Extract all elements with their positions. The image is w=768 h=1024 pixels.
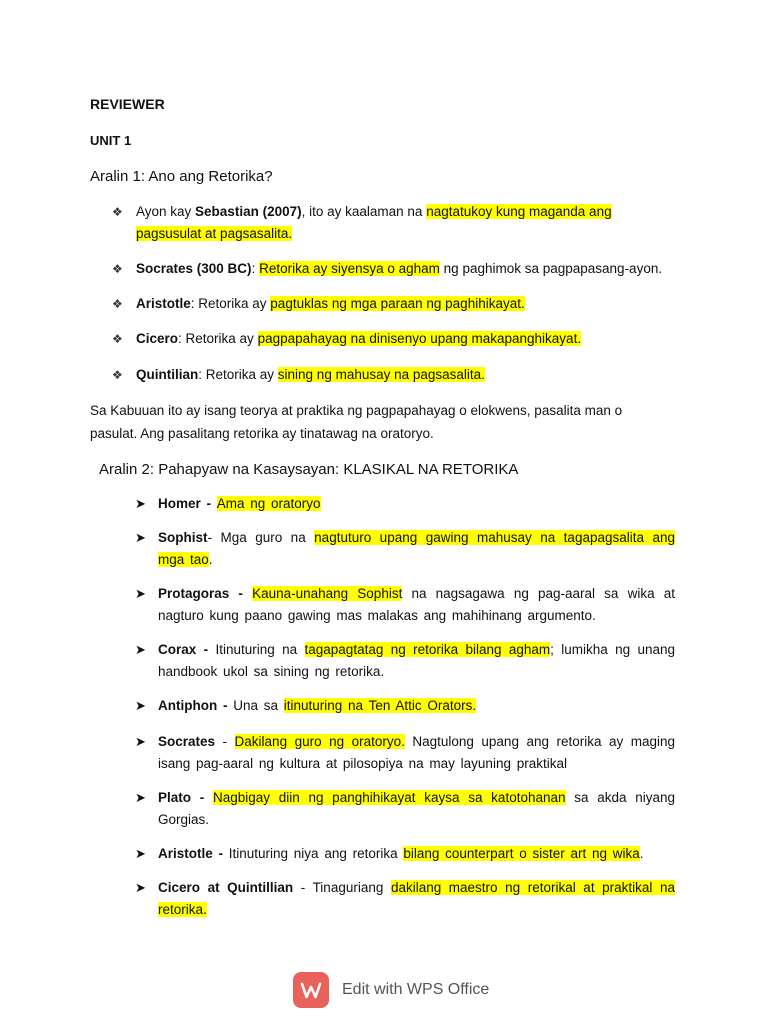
item-text-segment: sa akda niyang Gorgias. <box>158 790 675 827</box>
list-item-text <box>158 639 675 683</box>
item-text-segment: - Mga guro na <box>207 530 315 545</box>
arrow-bullet-icon: ➤ <box>135 846 146 861</box>
item-text-segment: Nagtulong upang ang retorika ay maging isang pag-aaral ng kultura at pilosopiya na may layuning praktikal <box>158 734 676 771</box>
item-text-segment: Una sa <box>233 698 284 713</box>
item-text-segment: na nagsagawa ng pag-aaral sa wika at nagturo kung paano gawing mas malakas ang mahihinang argumento. <box>158 586 675 623</box>
list-item <box>135 843 675 865</box>
diamond-bullet-icon: ❖ <box>112 332 123 346</box>
list-item-text <box>136 328 672 350</box>
bold-term: Corax - <box>158 642 216 657</box>
aralin-1-heading: Aralin 1: Ano ang Retorika? <box>90 168 273 185</box>
list-item-text <box>158 787 675 831</box>
diamond-bullet-icon: ❖ <box>112 368 123 382</box>
arrow-bullet-icon: ➤ <box>135 530 146 545</box>
unit-label: UNIT 1 <box>90 133 132 148</box>
wps-logo-icon <box>293 972 329 1008</box>
arrow-bullet-icon: ➤ <box>135 790 146 805</box>
list-item <box>135 787 675 831</box>
arrow-bullet-icon: ➤ <box>135 496 146 511</box>
arrow-bullet-icon: ➤ <box>135 880 146 895</box>
list-item-text <box>136 364 672 386</box>
edit-with-wps-button[interactable] <box>293 970 489 1010</box>
bold-term: Plato - <box>158 790 213 805</box>
diamond-bullet-icon: ❖ <box>112 262 123 276</box>
item-text-segment: . <box>639 846 644 861</box>
highlighted-text: pagpapahayag na dinisenyo upang makapanghikayat. <box>257 331 582 346</box>
item-text-segment: , ito ay kaalaman na <box>301 204 427 219</box>
bold-term: Antiphon - <box>158 698 234 713</box>
list-item-text <box>136 293 672 315</box>
item-text-segment: Ayon kay <box>136 204 196 219</box>
highlighted-text: Dakilang guro ng oratoryo. <box>234 734 405 749</box>
item-text-segment: ng paghimok sa pagpapasang-ayon. <box>439 261 663 276</box>
list-item-text <box>158 877 675 921</box>
highlighted-text: tagapagtatag ng retorika bilang agham <box>304 642 551 657</box>
bold-term: Socrates (300 BC) <box>136 261 252 276</box>
item-text-segment: . <box>208 552 213 567</box>
item-text-segment: - Tinaguriang <box>293 880 391 895</box>
highlighted-text: nagtuturo upang gawing mahusay na tagapagsalita ang mga tao <box>158 530 675 567</box>
bold-term: Sebastian (2007) <box>195 204 302 219</box>
list-item <box>112 258 672 280</box>
item-text-segment: ; lumikha ng unang handbook ukol sa sining ng retorika. <box>158 642 676 679</box>
list-item <box>135 639 675 683</box>
list-item <box>135 695 675 717</box>
item-text-segment: Itinuturing niya ang retorika <box>228 846 404 861</box>
highlighted-text: dakilang maestro ng retorikal at praktikal na retorika. <box>158 880 675 917</box>
list-item <box>135 527 675 571</box>
list-item-text <box>136 201 672 245</box>
list-item-text <box>158 583 675 627</box>
arrow-bullet-icon: ➤ <box>135 586 146 601</box>
bold-term: Socrates <box>158 734 216 749</box>
item-text-segment: : <box>251 261 260 276</box>
list-item <box>112 201 672 245</box>
highlighted-text: nagtatukoy kung maganda ang pagsusulat at pagsasalita. <box>136 204 612 241</box>
list-item-text <box>136 258 672 280</box>
wps-label: Edit with WPS Office <box>342 981 490 998</box>
list-item <box>135 493 675 515</box>
arrow-bullet-icon: ➤ <box>135 698 146 713</box>
diamond-bullet-icon: ❖ <box>112 297 123 311</box>
list-item-text <box>158 843 675 865</box>
list-item-text <box>158 731 675 775</box>
arrow-bullet-icon: ➤ <box>135 734 146 749</box>
bold-term: Cicero at Quintillian <box>158 880 294 895</box>
document-title: REVIEWER <box>90 96 165 112</box>
highlighted-text: Ama ng oratoryo <box>216 496 321 511</box>
list-item <box>135 583 675 627</box>
list-item <box>112 364 672 386</box>
highlighted-text: Nagbigay diin ng panghihikayat kaysa sa katotohanan <box>212 790 566 805</box>
bold-term: Sophist <box>158 530 208 545</box>
highlighted-text: Kauna-unahang Sophist <box>252 586 403 601</box>
highlighted-text: Retorika ay siyensya o agham <box>259 261 440 276</box>
list-item <box>112 293 672 315</box>
item-text-segment: : Retorika ay <box>190 296 271 311</box>
diamond-bullet-icon: ❖ <box>112 205 123 219</box>
item-text-segment: : Retorika ay <box>198 367 278 382</box>
bold-term: Cicero <box>136 331 179 346</box>
item-text-segment: - <box>215 734 235 749</box>
item-text-segment: : Retorika ay <box>178 331 258 346</box>
list-item-text <box>158 493 675 515</box>
highlighted-text: sining ng mahusay na pagsasalita. <box>277 367 485 382</box>
bold-term: Quintilian <box>136 367 199 382</box>
bold-term: Aristotle <box>136 296 191 311</box>
summary-paragraph: Sa Kabuuan ito ay isang teorya at praktika ng pagpapahayag o elokwens, pasalita man o pasulat. Ang pasalitang retorika ay tinatawag na oratoryo. <box>90 403 623 441</box>
list-item-text <box>158 695 675 717</box>
bold-term: Aristotle - <box>158 846 229 861</box>
highlighted-text: bilang counterpart o sister art ng wika <box>403 846 640 861</box>
list-item <box>135 731 675 775</box>
bold-term: Protagoras - <box>158 586 253 601</box>
list-item <box>135 877 675 921</box>
list-item <box>112 328 672 350</box>
item-text-segment: Itinuturing na <box>215 642 305 657</box>
aralin-2-heading: Aralin 2: Pahapyaw na Kasaysayan: KLASIKAL NA RETORIKA <box>99 461 519 478</box>
arrow-bullet-icon: ➤ <box>135 642 146 657</box>
highlighted-text: pagtuklas ng mga paraan ng paghihikayat. <box>270 296 525 311</box>
bold-term: Homer - <box>158 496 217 511</box>
highlighted-text: itinuturing na Ten Attic Orators. <box>283 698 477 713</box>
list-item-text <box>158 527 675 571</box>
